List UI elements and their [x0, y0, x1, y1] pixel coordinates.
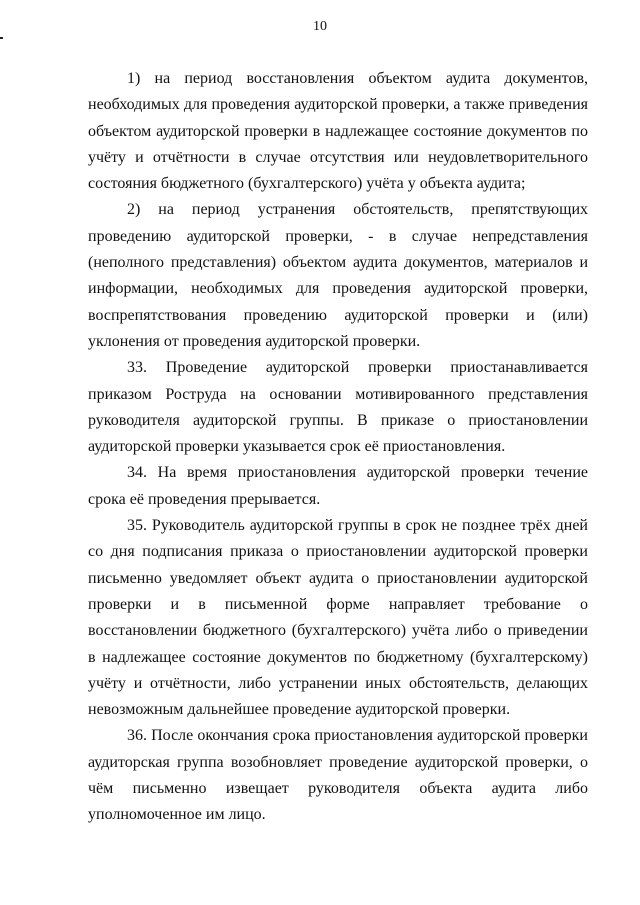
page-number: 10	[313, 19, 327, 34]
paragraph-clause-34: 34. На время приостановления аудиторской проверки течение срока её проведения прерывается.	[88, 464, 588, 508]
paragraph-clause-36: 36. После окончания срока приостановления аудиторской проверки аудиторская группа возобновляет проведение аудиторской проверки, о чём письменно извещает руководителя объекта аудита либо уполномоченное им лицо.	[88, 727, 588, 824]
paragraph-item-2: 2) на период устранения обстоятельств, препятствующих проведению аудиторской проверки, - в случае непредставления (неполного представления) объектом аудита документов, материалов и информации, необходимых для проведения аудиторской проверки, воспрепятствования проведению аудиторской проверки и (или) уклонения от проведения аудиторской проверки.	[88, 201, 588, 350]
margin-mark	[0, 37, 3, 39]
paragraph-item-1: 1) на период восстановления объектом аудита документов, необходимых для проведения аудиторской проверки, а также приведения объектом аудиторской проверки в надлежащее состояние документов по учёту и отчётности в случае отсутствия или неудовлетворительного состояния бюджетного (бухгалтерского) учёта у объекта аудита;	[88, 70, 588, 193]
paragraph-clause-35: 35. Руководитель аудиторской группы в срок не позднее трёх дней со дня подписания приказа о приостановлении аудиторской проверки письменно уведомляет объект аудита о приостановлении аудиторской проверки и в письменной форме направляет требование о восстановлении бюджетного (бухгалтерского) учёта либо о приведении в надлежащее состояние документов по бюджетному (бухгалтерскому) учёту и отчётности, либо устранении иных обстоятельств, делающих невозможным дальнейшее проведение аудиторской проверки.	[88, 517, 588, 719]
paragraph-clause-33: 33. Проведение аудиторской проверки приостанавливается приказом Роструда на основании мотивированного представления руководителя аудиторской группы. В приказе о приостановлении аудиторской проверки указывается срок её приостановления.	[88, 359, 588, 456]
document-body	[88, 66, 588, 829]
